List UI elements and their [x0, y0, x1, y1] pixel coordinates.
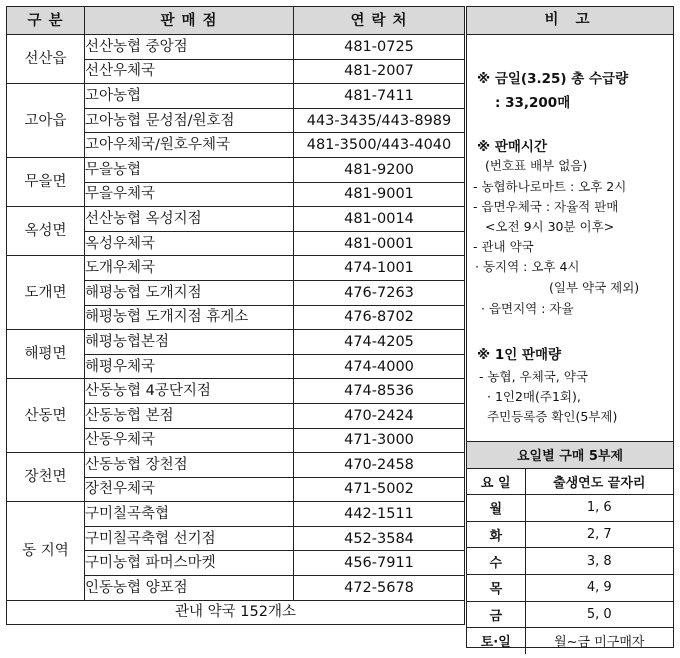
- weekday-cell: 목: [467, 574, 525, 601]
- limit-title: ※ 1인 판매량: [477, 347, 562, 363]
- total-pharmacies: 관내 약국 152개소: [7, 600, 465, 625]
- office-cell: 해평농협 도개지점: [85, 280, 294, 305]
- hours-line: - 관내 약국: [473, 239, 534, 254]
- birth-year-digit-cell: 월~금 미구매자: [525, 628, 673, 654]
- district-cell: 선산읍: [7, 35, 85, 84]
- weekday-row: [467, 548, 673, 575]
- weekday-row: [467, 601, 673, 628]
- phone-cell: 474-4000: [294, 354, 465, 379]
- office-cell: 무을우체국: [85, 182, 294, 207]
- office-cell: 산동농협 장천점: [85, 453, 294, 478]
- office-cell: 선산농협 중앙점: [85, 35, 294, 60]
- sales-outlet-table: [6, 6, 465, 625]
- office-cell: 산동우체국: [85, 428, 294, 453]
- phone-cell: 481-2007: [294, 59, 465, 84]
- phone-cell: 481-7411: [294, 84, 465, 109]
- phone-cell: 442-1511: [294, 502, 465, 527]
- hours-title: ※ 판매시간: [477, 139, 547, 155]
- hours-line: - 읍면우체국 : 자율적 판매: [473, 199, 619, 214]
- hours-line: · 동지역 : 오후 4시: [475, 259, 580, 274]
- office-cell: 고아농협: [85, 84, 294, 109]
- table-row: [7, 379, 465, 404]
- office-cell: 산동농협 4공단지점: [85, 379, 294, 404]
- office-cell: 해평농협 도개지점 휴게소: [85, 305, 294, 330]
- table-row: [7, 330, 465, 355]
- weekday-table-body: [467, 495, 673, 654]
- table-row: [7, 256, 465, 281]
- col-digits-header: 출생연도 끝자리: [525, 468, 673, 495]
- header-notes: 비 고: [467, 7, 673, 35]
- phone-cell: 481-3500/443-4040: [294, 133, 465, 158]
- weekday-cell: 수: [467, 548, 525, 575]
- notes-panel: [466, 6, 674, 651]
- table-row: [7, 84, 465, 109]
- office-cell: 산동농협 본점: [85, 403, 294, 428]
- weekday-row: [467, 574, 673, 601]
- phone-cell: 470-2458: [294, 453, 465, 478]
- hours-line: <오전 9시 30분 이후>: [485, 219, 615, 234]
- office-cell: 선산우체국: [85, 59, 294, 84]
- office-cell: 구미칠곡축협 선기점: [85, 526, 294, 551]
- office-cell: 해평우체국: [85, 354, 294, 379]
- limit-line: 주민등록증 확인(5부제): [487, 409, 618, 424]
- hours-line: · 읍면지역 : 자율: [481, 301, 574, 316]
- weekday-title-row: [467, 442, 673, 469]
- table-row: [7, 207, 465, 232]
- weekday-cell: 금: [467, 601, 525, 628]
- supply-title: ※ 금일(3.25) 총 수급량: [477, 71, 629, 87]
- total-row: [7, 600, 465, 625]
- phone-cell: 481-0014: [294, 207, 465, 232]
- birth-year-digit-cell: 5, 0: [525, 601, 673, 628]
- office-cell: 장천우체국: [85, 477, 294, 502]
- phone-cell: 470-2424: [294, 403, 465, 428]
- district-cell: 고아읍: [7, 84, 85, 158]
- office-cell: 구미농협 파머스마켓: [85, 551, 294, 576]
- phone-cell: 474-8536: [294, 379, 465, 404]
- phone-cell: 476-7263: [294, 280, 465, 305]
- table-row: [7, 35, 465, 60]
- limit-line: - 농협, 우체국, 약국: [479, 369, 588, 384]
- district-cell: 장천면: [7, 453, 85, 502]
- phone-cell: 476-8702: [294, 305, 465, 330]
- office-cell: 고아우체국/원호우체국: [85, 133, 294, 158]
- hours-line: - 농협하나로마트 : 오후 2시: [473, 179, 627, 194]
- hours-subtitle: (번호표 배부 없음): [485, 158, 588, 173]
- header-district: 구 분: [7, 7, 85, 35]
- phone-cell: 471-5002: [294, 477, 465, 502]
- table-row: [7, 157, 465, 182]
- weekday-table-title: 요일별 구매 5부제: [467, 442, 673, 469]
- office-cell: 옥성우체국: [85, 231, 294, 256]
- office-cell: 구미칠곡축협: [85, 502, 294, 527]
- weekday-row: [467, 628, 673, 654]
- weekday-cell: 화: [467, 521, 525, 548]
- phone-cell: 481-9001: [294, 182, 465, 207]
- weekday-header-row: [467, 468, 673, 495]
- birth-year-digit-cell: 4, 9: [525, 574, 673, 601]
- notes-body: [467, 35, 673, 441]
- birth-year-digit-cell: 1, 6: [525, 495, 673, 522]
- birth-year-digit-cell: 2, 7: [525, 521, 673, 548]
- office-cell: 고아농협 문성점/원호점: [85, 108, 294, 133]
- phone-cell: 443-3435/443-8989: [294, 108, 465, 133]
- table-header-row: [7, 7, 465, 35]
- limit-line: · 1인2매(주1회),: [487, 389, 581, 404]
- office-cell: 도개우체국: [85, 256, 294, 281]
- district-cell: 무을면: [7, 157, 85, 206]
- weekday-cell: 토·일: [467, 628, 525, 654]
- phone-cell: 472-5678: [294, 576, 465, 601]
- phone-cell: 481-0725: [294, 35, 465, 60]
- weekday-purchase-table: [467, 441, 673, 654]
- hours-line: (일부 약국 제외): [549, 280, 640, 295]
- phone-cell: 452-3584: [294, 526, 465, 551]
- phone-cell: 481-0001: [294, 231, 465, 256]
- phone-cell: 474-4205: [294, 330, 465, 355]
- phone-cell: 474-1001: [294, 256, 465, 281]
- district-cell: 도개면: [7, 256, 85, 330]
- table-row: [7, 453, 465, 478]
- office-cell: 인동농협 양포점: [85, 576, 294, 601]
- header-phone: 연 락 처: [294, 7, 465, 35]
- phone-cell: 456-7911: [294, 551, 465, 576]
- supply-value: : 33,200매: [495, 95, 571, 111]
- weekday-row: [467, 495, 673, 522]
- col-day-header: 요 일: [467, 468, 525, 495]
- district-cell: 산동면: [7, 379, 85, 453]
- office-cell: 무을농협: [85, 157, 294, 182]
- header-office: 판 매 점: [85, 7, 294, 35]
- phone-cell: 471-3000: [294, 428, 465, 453]
- birth-year-digit-cell: 3, 8: [525, 548, 673, 575]
- phone-cell: 481-9200: [294, 157, 465, 182]
- office-cell: 해평농협본점: [85, 330, 294, 355]
- office-cell: 선산농협 옥성지점: [85, 207, 294, 232]
- weekday-cell: 월: [467, 495, 525, 522]
- district-cell: 해평면: [7, 330, 85, 379]
- district-cell: 옥성면: [7, 207, 85, 256]
- district-cell: 동 지역: [7, 502, 85, 600]
- outlet-table-body: [7, 35, 465, 601]
- weekday-row: [467, 521, 673, 548]
- table-row: [7, 502, 465, 527]
